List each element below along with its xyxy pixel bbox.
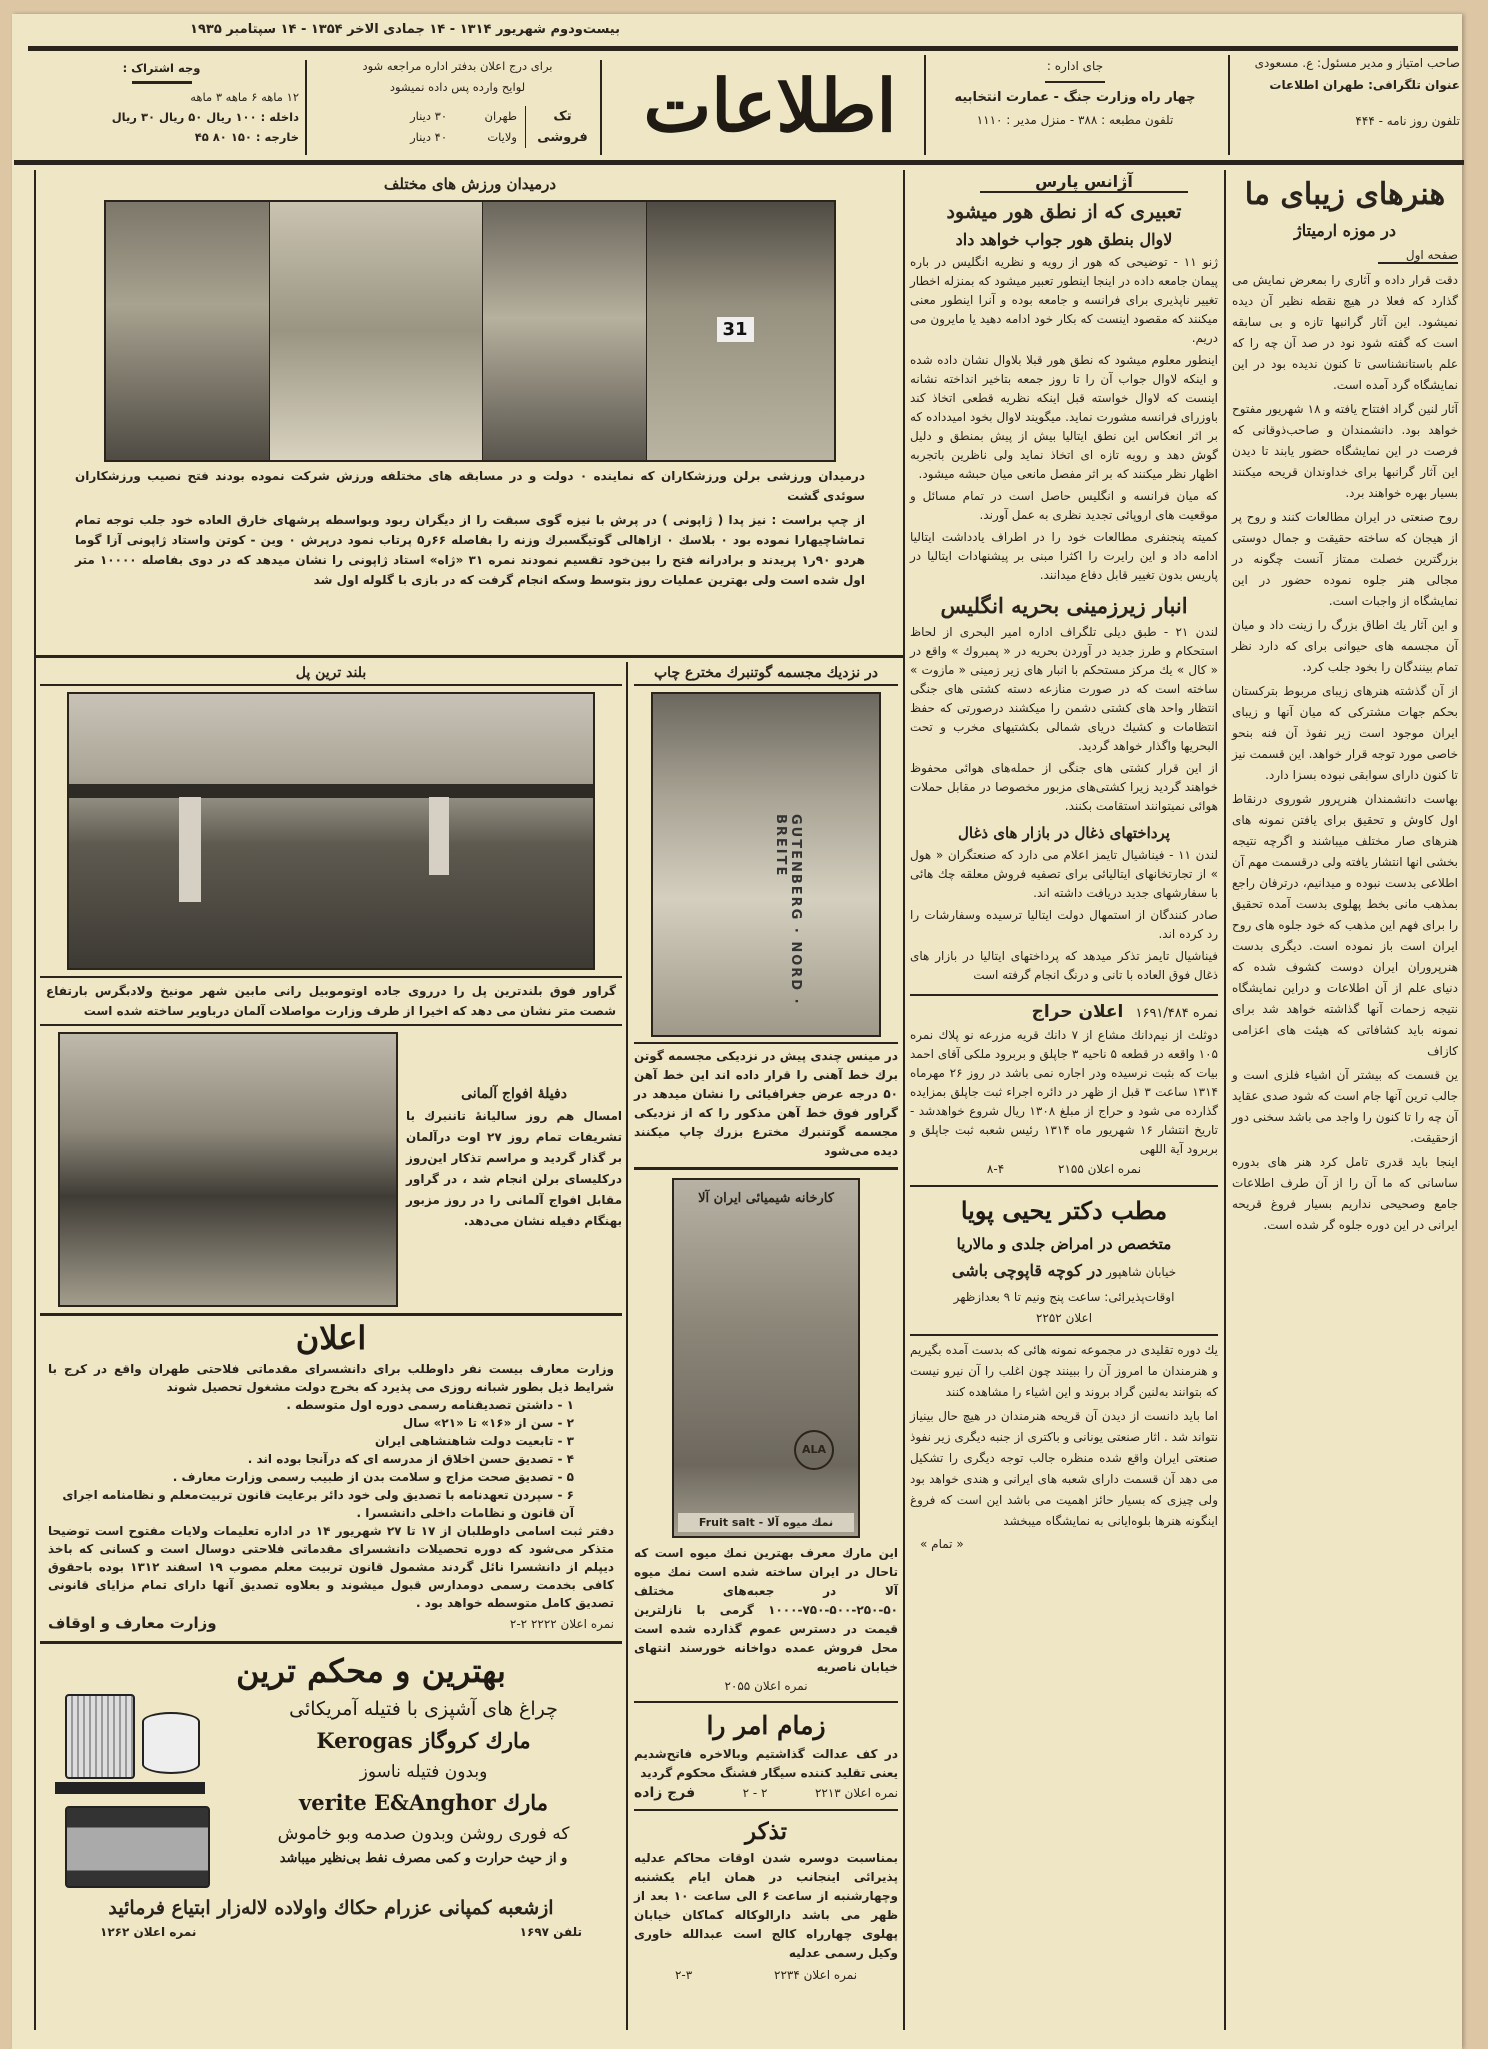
column-rule — [626, 662, 628, 2030]
ad-run: ۴-۸ — [986, 1162, 1005, 1176]
ad-number: نمره اعلان ۲۲۳۴ — [774, 1968, 858, 1982]
tazakor-title: تذکر — [744, 1818, 788, 1845]
fruit-salt-text: این مارك معرف بهترین نمك میوه است که تاحال در ایران ساخته شده است نمك میوه آلا در جعبه‌های مختلف ۵۰-۲۵۰-۵۰۰-۷۵۰-۱۰۰۰ گرمی با نازلترین قیمت در دسترس عموم گذارده شده است محل فروش عمده دواخانه خورسند انتهای خیابان ناصریه — [634, 1546, 898, 1674]
sports-photo-strip — [104, 200, 836, 462]
bridge-header: بلند ترین پل — [40, 662, 622, 686]
fruit-salt-header: کارخانه شیمیائی ایران آلا — [698, 1191, 834, 1206]
ads-note: لوایح وارده پس داده نمیشود — [389, 80, 526, 94]
ad-number: نمره اعلان ۲۱۵۵ — [1058, 1162, 1142, 1176]
gutenberg-inscription: GUTENBERG · NORD · BREITE — [773, 814, 803, 1006]
paragraph: اینطور معلوم میشود که نطق هور قبلا بلاوال نشان داده شده و اینکه لاوال جواب آن را تا روز جمعه بتاخیر انداخته نشانه اینست که لاوال خواسته قبل اینکه نظریه قطعی اتخاذ کند باوزرای فرانسه مشورت نماید. میگویند لاوال بخود امیدداده که بر اثر انعکاس این نطق ایتالیا بیش از پیش بمنطق و دلیل گوش دهد و رویه تازه ای اتخاذ نماید ولی ناظرین باتجربه اظهار نظر میکنند که بر اثر مفصل مانعی میان حبشه میشود. — [910, 353, 1218, 481]
art-continuation — [910, 1334, 1218, 1553]
notice-item: ۵ - تصدیق صحت مزاج و سلامت بدن از طبیب رسمی وزارت معارف . — [172, 1470, 574, 1484]
paragraph: از این قرار کشتی های جنگی از حمله‌های هوائی محفوظ خواهند گردید زیرا کشتی‌های مزبور مخصوصا در مقابل حملات هوائی نمیتوانند استقامت بکنند. — [910, 761, 1218, 813]
paragraph: و این آثار یك اطاق بزرگ را زینت داد و میان آن مجسمه های حیوانی برای که دارد نظر تمام بینندگان را بخود جلب کرد. — [1232, 618, 1458, 674]
pars-headline: تعبیری که از نطق هور میشود — [946, 201, 1182, 223]
column-rule — [34, 170, 36, 2030]
art-article-title: هنرهای زیبای ما — [1244, 177, 1446, 212]
kerogas-brand-fa: مارك کروگاز — [419, 1728, 531, 1753]
masthead-bottom-rule — [14, 160, 1464, 165]
ad-run: ۲ - ۲ — [742, 1786, 768, 1800]
masthead-divider — [1228, 55, 1230, 155]
paper-phone: تلفون روز نامه - ۴۴۴ — [1355, 114, 1460, 128]
provinces-label: ولایات — [487, 130, 517, 144]
zamam-signature: فرج زاده — [634, 1785, 696, 1801]
auction-number: نمره ۱۶۹۱/۴۸۴ — [1135, 1006, 1218, 1021]
owner: صاحب امتیاز و مدیر مسئول: ع. مسعودی — [1254, 56, 1460, 70]
doctor-name: مطب دکتر یحیی پویا — [960, 1196, 1168, 1225]
subscription-foreign: خارجه : ۱۵۰ ۸۰ ۴۵ — [194, 130, 299, 144]
telegraph-address: عنوان تلگرافی: طهران اطلاعات — [1269, 78, 1460, 92]
kerogas-line: وبدون فتیله ناسوز — [359, 1762, 488, 1782]
notice-item: ۱ - داشتن تصدیقنامه رسمی دوره اول متوسطه . — [286, 1398, 574, 1412]
paragraph: بهاست دانشمندان هنرپرور شوروی درنقاط اول کاوش و تحقیق برای یافتن نمونه های هنرهای صار مختلف میباشند و اگرچه نتیجه بخشی انها انتشار یافته ولی درقسمت مهم آن اطلاعی بدست نبوده و میدانیم، درترفان راجع بمذهب مانی بخط پهلوی بدست آمده تحقیق را برای فهم این مذهب که خود جلوه های روح ایران است باز نموده است. دیگری بدست هنرپروران ایران دوست کشوف شده که دنیای علم از آن اطلاعات و دراین نمایشگاه نتیجه زحمات آنها گذاشته خواهد شد برای نمونه باید کشافاتی که هیئت های اعزامی کازاف — [1232, 792, 1458, 1058]
masthead-divider — [305, 60, 307, 155]
notice-signature: وزارت معارف و اوقاف — [48, 1614, 217, 1632]
stove-icon — [65, 1694, 135, 1779]
paragraph: کمیته پنجنفری مطالعات خود را در اطراف یادداشت ایتالیا ادامه داد و این رایرت را اکثرا مبنی بر پیشنهادات ایتالیا در پاریس بدون تغییر قابل دفاع میدانند. — [910, 530, 1218, 582]
article-end: « تمام » — [920, 1537, 964, 1551]
kerogas-line: چراغ های آشپزی با فتیله آمریکائی — [289, 1698, 558, 1720]
high-jumpers-photo — [270, 202, 484, 460]
zamam-ad — [634, 1701, 898, 1803]
notice-item: ۴ - تصدیق حسن اخلاق از مدرسه ای که درآنجا بوده اند . — [247, 1452, 574, 1466]
sports-caption-lead: درمیدان ورزشی برلن ورزشکاران که نماینده ۰ دولت و در مسابقه های مختلفه ورزش شرکت نموده بودند فتح نصیب ورزشکاران سوئدی گشت — [75, 469, 865, 503]
paragraph: دقت قرار داده و آثاری را بمعرض نمایش می گذارد که فعلا در هیچ نقطه نظیر آن دیده نمیشود. این آثار گرانبها تازه و بی سابقه است که گفته شود نود در صد آن چه را که علم باستانشناسی تا کنون ندیده بود در این نمایشگاه گرد آمده است. — [1232, 273, 1458, 392]
section-rule — [36, 655, 904, 658]
art-article-body — [1232, 270, 1458, 1239]
ads-note: برای درج اعلان بدفتر اداره مراجعه شود — [362, 59, 553, 73]
runner-bib: 31 — [717, 317, 754, 342]
paragraph: روح صنعتی در ایران مطالعات کنند و روح پر از هیجان که ساخته حقیقت و جمال دوستی بزرگترین خصلت ممتاز آنست چگونه در مجالی هنر جلوه نموده حضور در این نمایشگاه از واجبات است. — [1232, 510, 1458, 608]
provinces-price: ۴۰ دینار — [410, 130, 447, 144]
band-title: دفیلهٔ افواج آلمانی — [461, 1086, 567, 1102]
subscription-domestic: داخله : ۱۰۰ ریال ۵۰ ریال ۳۰ ریال — [111, 110, 299, 124]
gutenberg-header: در نزدیك مجسمه گوتنبرك مخترع چاپ — [634, 662, 898, 686]
ad-run: ۲-۳ — [674, 1968, 693, 1982]
agency-label: آژانس پارس — [980, 172, 1188, 193]
left-column — [40, 662, 622, 1942]
art-article — [1232, 172, 1458, 1239]
paragraph: از آن گذشته هنرهای زیبای مربوط بترکستان بحکم جهات مشترکی که میان آنها و زیبای ایران موجود است زیر نفوذ آن فنه بنحو خاصی مورد توجه قرار خواهد. این قسمت نیز تا کنون دارای سوابقی نبوده بسزا دارد. — [1232, 684, 1458, 782]
subscription-title: وجه اشتراک : — [122, 61, 201, 75]
masthead-top-rule — [28, 46, 1458, 51]
middle-column — [634, 662, 898, 1985]
runner-photo — [647, 202, 835, 460]
notice-item: ۳ - تابعیت دولت شاهنشاهی ایران — [374, 1434, 574, 1448]
navy-headline: انبار زیرزمینی بحریه انگلیس — [940, 593, 1188, 618]
oven-icon — [142, 1712, 200, 1774]
doctor-hours: اوقات‌پذیرائی: ساعت پنج ونیم تا ۹ بعدازظهر — [953, 1290, 1175, 1304]
tazakor-ad — [634, 1809, 898, 1985]
javelin-photo — [106, 202, 270, 460]
office-box — [930, 55, 1220, 155]
stove-illustrations — [40, 1694, 225, 1894]
paragraph: فیناشیال تایمز تذکر میدهد که پرداختهای ایتالیا در بازار های ذغال فوق العاده با تانی و درنگ انجام گرفته است — [910, 949, 1218, 982]
doctor-street: خیابان شاهپور — [1106, 1265, 1177, 1279]
subscription-box — [24, 58, 299, 147]
auction-text: دوثلث از نیم‌دانك مشاع از ۷ دانك قریه مزرعه نو پلاك نمره ۱۰۵ واقعه در قطعه ۵ ناحیه ۳ جاپلق و بربرود ملکی آقای احمد بیات که بثبت نرسیده ودر اجاره نمی باشد در روز ۲۶ مهرماه ۱۳۱۴ ساعت ۳ قبل از ظهر در دائره اجراء ثبت جاپلق بمزایده گذارده می شود و حراج از مبلغ ۱۳۰۸ ریال شروع خواهدشد - تاریخ انتشار ۱۶ شهریور ماه ۱۳۱۴ رئیس شعبه ثبت جاپلق و بربرود آیة اللهی — [910, 1028, 1219, 1156]
ad-number: نمره اعلان ۲۲۱۳ — [814, 1786, 898, 1800]
paragraph: ین قسمت که بیشتر آن اشیاء فلزی است و جالب ترین آنها جام است که شود صدی عقاید آن چه را تا کنون را واجد می باشد سخنی دور ازحقیقت. — [1232, 1068, 1458, 1145]
paragraph: لندن ۲۱ - طبق دیلی تلگراف اداره امیر البحری از لحاظ استحکام و طرز جدید در آوردن بحریه در « پمبروك » واقع در « کال » یك مرکز مستحکم با انبار های زیر زمینی « مازوت » ساخته است که در صورت منازعه دسته کشتی های جنگی انتظار واحد های کشتی دشمن را میکشند درصورتی که حفظ انتظامات و کشیك دریای شمالی بکشتیهای مخرب و تحت البحریها واگذار خواهد گردید. — [910, 625, 1218, 753]
bridge-deck — [69, 784, 593, 798]
gutenberg-statue-photo — [651, 692, 881, 1037]
paragraph: ژنو ۱۱ - توضیحی که هور از رویه و نظریه انگلیس در باره پیمان جامعه داده در اینجا اینطور تعبیر میشود که بمنزله اخطار تغییر ناپذیری برای فرانسه و جامعه بوده و آنرا اینطور معنی میکنند که مقصود اینست که بکار خود ادامه دهید یا مایرون می دریم. — [910, 255, 1218, 345]
band-row — [40, 1032, 622, 1307]
newspaper-logo: اطلاعات — [643, 63, 897, 148]
kerogas-line: که فوری روشن وبدون صدمه وبو خاموش — [277, 1824, 570, 1844]
kerogas-ad — [40, 1641, 622, 1942]
paragraph: یك دوره تقلیدی در مجموعه نمونه هائی که بدست آمده بگیریم و هنرمندان ما امروز آن را ببینند چون اغلب‌ را آن نیرو نیست که بتوانند به‌لنین گراد بروند و این اشیاء را مشاهده کنند — [910, 1343, 1218, 1399]
sports-section — [40, 172, 900, 590]
sports-caption-body: از چپ براست : نیز پدا ( ژاپونی ) در پرش با نیزه گوی سبقت را از دیگران ربود وبواسطه پرشهای خارق العاده خود جلب توجه تمام تماشاچیهارا نموده بود ۰ بلاسك ۰ ازاهالی گوتیگسبرك وزنه را بفاصله ۶۶ر۵ پرتاب نمود درپرش ۰ وین - کوتن واستاد ژاپونی آزا گوما هردو ۹۰ر۱ پریدند و برادرانه فتح را بین‌خود تقسیم نمودند نمره ۳۱ «ژاه» استاد ژاپونی را نشان میدهد که در دوی بفاصله ۱۰۰۰۰ متر اول شده است ولی بهترین عملیات روز بتوسط وسکه انجام گرفت که در بازی با گلوله اول شد — [75, 513, 866, 587]
art-continued-label: صفحه اول — [1378, 248, 1458, 264]
tazakor-text: بمناسبت دوسره شدن اوقات محاکم عدلیه پذیرائی اینجانب در همان ایام یکشنبه وچهارشنبه از ساعت ۶ الی ساعت ۱۰ بعد از ظهر می باشد دارالوکاله کماکان خیابان پهلوی چهارراه کالج است عبدالله خاوری وکیل رسمی عدلیه — [634, 1851, 898, 1960]
auction-title: اعلان حراج — [1031, 1002, 1124, 1022]
auction-notice — [910, 994, 1218, 1179]
sports-header: درمیدان ورزش های مختلف — [383, 175, 557, 193]
ad-number: نمره اعلان ۲۲۲۲ ۲-۲ — [509, 1617, 614, 1631]
kerogas-headline: بهترین و محکم ترین — [236, 1652, 506, 1690]
kerogas-dealer: ازشعبه کمپانی عزرام حکاك واولاده لاله‌زار ابتیاع فرمائید — [108, 1897, 554, 1919]
masthead-divider — [600, 60, 602, 155]
office-phones: تلفون مطبعه : ۳۸۸ - منزل مدیر : ۱۱۱۰ — [976, 113, 1174, 127]
anghor-brand-en: verite E&Anghor — [299, 1790, 496, 1815]
stove-base-icon — [55, 1782, 205, 1794]
ad-number: نمره اعلان ۲۰۵۵ — [724, 1679, 808, 1693]
masthead-owner-box — [1232, 52, 1460, 157]
ad-number: اعلان ۲۲۵۲ — [1035, 1311, 1093, 1325]
date-line: بیست‌ودوم شهریور ۱۳۱۴ - ۱۴ جمادی الاخر ۱۳۵۴ - ۱۴ سپتامبر ۱۹۳۵ — [190, 22, 620, 37]
bridge-pillar — [429, 797, 449, 875]
kerogas-phone: تلفن ۱۶۹۷ — [519, 1925, 582, 1939]
kerogas-brand-fa: مارك — [502, 1790, 548, 1815]
shot-put-photo — [483, 202, 647, 460]
notice-intro: وزارت معارف بیست نفر داوطلب برای دانشسرای مقدماتی فلاحتی طهران واقع در کرج با شرایط ذیل بطور شبانه روزی می پذیرد که بخرج دولت مشغول تحصیل شوند — [48, 1362, 614, 1394]
doctor-alley: در کوچه قاپوچی باشی — [951, 1261, 1103, 1280]
doctor-specialty: متخصص در امراض جلدی و مالاریا — [956, 1235, 1172, 1253]
news-column — [910, 172, 1218, 1553]
paragraph: که میان فرانسه و انگلیس حاصل است در تمام مسائل و موقعیت های اروپائی تجدید نظری به عمل آورند. — [910, 489, 1218, 522]
cooker-illustration — [65, 1806, 210, 1888]
notice-item: ۲ - سن از «۱۶» تا «۲۱» سال — [402, 1416, 574, 1430]
art-article-subtitle: در موزه ارمیتاژ — [1294, 221, 1396, 240]
zamam-title: زمام امر را — [706, 1711, 826, 1740]
paragraph: آثار لنین گراد افتتاح یافته و ۱۸ شهریور مفتوح خواهد بود. دانشمندان و صاحب‌ذوقانی که فرصت در این نمایشگاه حضور یابند تا دیدن این آثار گرانبها برای خداوندان قریحه میکنند بسیار بهره خواهند برد. — [1232, 402, 1459, 500]
band-article — [406, 1082, 622, 1232]
gutenberg-caption: در مینس چندی پیش در نزدیکی مجسمه گوتن برك خط آهنی را قرار داده اند این خط آهن ۵۰ درجه عرض جغرافیائی را نشان میدهد در گراور فوق خط آهن مذکور را که از نزدیکی مجسمه گوتنبرك مخترع بزرك چاپ میکنند دیده می‌شود — [634, 1042, 898, 1161]
notice-item: ۶ - سپردن تعهدنامه با تصدیق ولی خود دائر برعایت قانون تربیت‌معلم و نظامنامه اجرای آن قانون و نظامات داخلی دانشسرا . — [62, 1488, 574, 1520]
fruit-salt-illustration — [672, 1178, 860, 1538]
office-label: جای اداره : — [1046, 59, 1104, 73]
paragraph: صادر کنندگان از استمهال دولت ایتالیا ترسیده وسفارشات را رد کرده اند. — [910, 908, 1218, 941]
zamam-text: در کف عدالت گذاشتیم وبالاخره فاتح‌شدیم یعنی تقلید کننده سیگار فشنگ محکوم گردید — [634, 1747, 898, 1780]
bridge-caption: گراور فوق بلندترین پل را درروی جاده اوتوموبیل رانی مابین شهر مونیخ ولادبگرس بارتفاع شصت متر نشان می دهد که اخیرا از طرف وزارت مواصلات آلمان درباویر ساخته شده است — [40, 976, 622, 1026]
pars-subheadline: لاوال بنطق هور جواب خواهد داد — [955, 230, 1173, 249]
kerogas-line: و از حیث حرارت و کمی مصرف نفط بی‌نظیر میباشد — [279, 1851, 568, 1866]
notice-title: اعلان — [295, 1319, 367, 1357]
ads-info-box — [320, 56, 595, 148]
sports-caption — [75, 466, 865, 590]
coal-headline: پرداختهای ذغال در بازار های ذغال — [958, 824, 1170, 842]
fruit-salt-ad — [634, 1167, 898, 1695]
tehran-price: ۳۰ دینار — [410, 109, 447, 123]
bridge-pillar — [179, 797, 201, 902]
doctor-ad — [910, 1185, 1218, 1328]
ministry-notice — [40, 1313, 622, 1635]
masthead-divider — [924, 55, 926, 155]
notice-outro: دفتر ثبت اسامی داوطلبان از ۱۷ تا ۲۷ شهریور ۱۴ در اداره تعلیمات ولایات مفتوح است توضیحا متذکر می‌شود که دوره تحصیلات دانشسرای مقدماتی فلاحتی دوسال است و کسانی که باخذ دیپلم از دانشسرا نائل گردند مشمول قانون تربیت معلم مصوب ۱۹ اسفند ۱۳۱۲ بوده باحقوق کافی بخدمت رسمی دومدارس قبول میشوند و بعلاوه تصدیق آنها دارای تمام مزایای قانونی تصدیق کامل متوسطه خواهد بود . — [48, 1524, 615, 1610]
tehran-label: طهران — [484, 109, 517, 123]
paragraph: اینجا باید قدری تامل کرد هنر های بدوره ساسانی که ما آن را از آن طرف اطلاعات جامع وصحیحی نداریم بسیار فروغ قریحه ایرانی در این دوره جلوه گر شده است. — [1232, 1155, 1458, 1232]
band-parade-photo — [58, 1032, 398, 1307]
paragraph: اما باید دانست از دیدن آن قریحه هنرمندان در هیچ حال بینیاز نتواند شد . اثار صنعتی یونانی و باکتری از جنبه دیگری زیر نفوذ صنعتی ایران واقع شده منظره جالب توجه دیگری را تشکیل می دهد آن قسمت دارای شعبه های ایرانی و هندی خواهد بود ولی چیزی که بسیار حائز اهمیت می باشد این است که فروغ اینگونه هنرها بلوه‌ایانی به نمایشگاه میبخشد — [910, 1409, 1218, 1528]
paragraph: لندن ۱۱ - فیناشیال تایمز اعلام می دارد که صنعتگران « هول » از تجارتخانهای ایتالیائی برای تصفیه فروش معلقه چك هائی با سفارشهای جدید دریافت داشته اند. — [910, 848, 1219, 900]
ala-logo: ALA — [794, 1430, 834, 1470]
single-sale-label: تک فروشی — [525, 106, 595, 148]
subscription-periods: ۱۲ ماهه ۶ ماهه ۳ ماهه — [190, 90, 299, 104]
office-address: چهار راه وزارت جنگ - عمارت انتخابیه — [954, 90, 1196, 105]
band-text: امسال هم روز سالیانهٔ تاننبرك با تشریفات تمام روز ۲۷ اوت درآلمان بر گذار گردید و مراسم تذکار این‌روز درکلیسای برلن انجام شد ، در گراور مقابل افواج آلمانی را در روز مزبور بهنگام دفیله نشان می‌دهد. — [406, 1109, 622, 1228]
bridge-photo — [67, 692, 595, 970]
column-rule — [903, 170, 905, 2030]
kerogas-brand-en: Kerogas — [316, 1728, 413, 1753]
column-rule — [1224, 170, 1226, 2030]
pars-news — [910, 172, 1218, 988]
ad-number: نمره اعلان ۱۲۶۲ — [100, 1925, 197, 1939]
fruit-salt-label: Fruit salt - نمك میوه آلا — [678, 1513, 854, 1532]
